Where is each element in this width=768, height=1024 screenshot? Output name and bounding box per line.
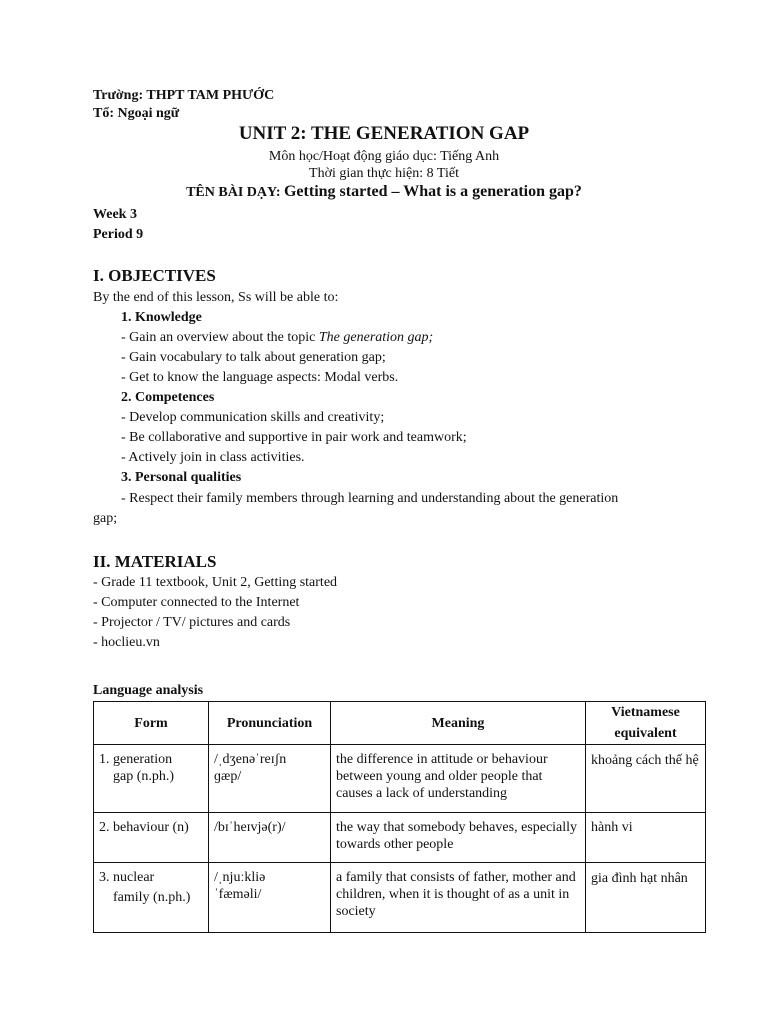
form-text-continued: gap (n.ph.)	[113, 769, 175, 784]
knowledge-item	[121, 329, 433, 347]
competences-item: - Actively join in class activities.	[121, 450, 305, 465]
table-row	[94, 813, 706, 863]
materials-item: - Grade 11 textbook, Unit 2, Getting started	[93, 575, 338, 590]
pronunciation-text: /bɪˈheɪvjə(r)/	[214, 820, 286, 835]
column-header-meaning: Meaning	[331, 702, 586, 745]
pronunciation-cell	[209, 745, 331, 813]
meaning-cell: a family that consists of father, mother and children, when it is thought of as a unit in society	[331, 863, 586, 933]
subject-line: Môn học/Hoạt động giáo dục: Tiếng Anh	[268, 149, 500, 164]
column-header-form: Form	[94, 702, 209, 745]
school-name: Trường: THPT TAM PHƯỚC	[93, 88, 275, 103]
column-header-vietnamese-line2: equivalent	[614, 726, 677, 741]
form-text: 2. behaviour (n)	[99, 820, 189, 835]
pronunciation-text: /ˌnjuːkliə	[214, 870, 266, 885]
competences-item: - Develop communication skills and creativity;	[121, 410, 385, 425]
pronunciation-text: /ˌdʒenəˈreɪʃn	[214, 752, 287, 767]
form-text: 1. generation	[99, 752, 173, 767]
form-text-continued: family (n.ph.)	[113, 890, 191, 905]
knowledge-item-topic: The generation gap;	[318, 330, 434, 345]
competences-item: - Be collaborative and supportive in pair work and teamwork;	[121, 430, 467, 445]
qualities-item: - Respect their family members through learning and understanding about the generation	[121, 491, 619, 506]
column-header-pronunciation: Pronunciation	[209, 702, 331, 745]
materials-heading: II. MATERIALS	[93, 552, 217, 571]
materials-item: - Computer connected to the Internet	[93, 595, 300, 610]
competences-heading: 2. Competences	[121, 390, 215, 405]
form-text: 3. nuclear	[99, 870, 155, 885]
pronunciation-cell	[209, 813, 331, 863]
lesson-label: TÊN BÀI DẠY:	[186, 185, 284, 200]
qualities-item-continued: gap;	[93, 511, 118, 526]
form-cell	[94, 813, 209, 863]
unit-title: UNIT 2: THE GENERATION GAP	[238, 123, 530, 144]
table-header-row	[94, 702, 706, 745]
vietnamese-cell: khoảng cách thế hệ	[586, 745, 706, 813]
knowledge-item: - Gain vocabulary to talk about generation gap;	[121, 350, 386, 365]
objectives-intro: By the end of this lesson, Ss will be able to:	[93, 290, 339, 305]
table-row	[94, 863, 706, 933]
department-name: Tổ: Ngoại ngữ	[93, 106, 180, 121]
form-cell	[94, 745, 209, 813]
period-label: Period 9	[93, 227, 144, 242]
pronunciation-text-continued: ɡæp/	[214, 769, 242, 784]
column-header-vietnamese	[586, 702, 706, 745]
objectives-heading: I. OBJECTIVES	[93, 266, 216, 285]
language-analysis-heading: Language analysis	[93, 683, 204, 698]
week-label: Week 3	[93, 207, 137, 222]
duration-line: Thời gian thực hiện: 8 Tiết	[309, 166, 459, 181]
lesson-name: Getting started – What is a generation gap?	[283, 183, 582, 200]
pronunciation-cell	[209, 863, 331, 933]
language-analysis-table	[93, 701, 706, 933]
materials-item: - hoclieu.vn	[93, 635, 160, 650]
vietnamese-cell: hành vi	[586, 813, 706, 863]
meaning-cell: the difference in attitude or behaviour between young and older people that causes a lack of understanding	[331, 745, 586, 813]
form-cell	[94, 863, 209, 933]
meaning-cell: the way that somebody behaves, especially towards other people	[331, 813, 586, 863]
materials-item: - Projector / TV/ pictures and cards	[93, 615, 291, 630]
qualities-heading: 3. Personal qualities	[121, 470, 242, 485]
knowledge-item-text: - Gain an overview about the topic	[121, 330, 319, 345]
column-header-vietnamese-line1: Vietnamese	[611, 705, 680, 720]
lesson-title	[0, 183, 768, 202]
vietnamese-cell: gia đình hạt nhân	[586, 863, 706, 933]
table-row	[94, 745, 706, 813]
pronunciation-text-continued: ˈfæməli/	[214, 887, 262, 902]
knowledge-item: - Get to know the language aspects: Modal verbs.	[121, 370, 399, 385]
knowledge-heading: 1. Knowledge	[121, 310, 202, 325]
